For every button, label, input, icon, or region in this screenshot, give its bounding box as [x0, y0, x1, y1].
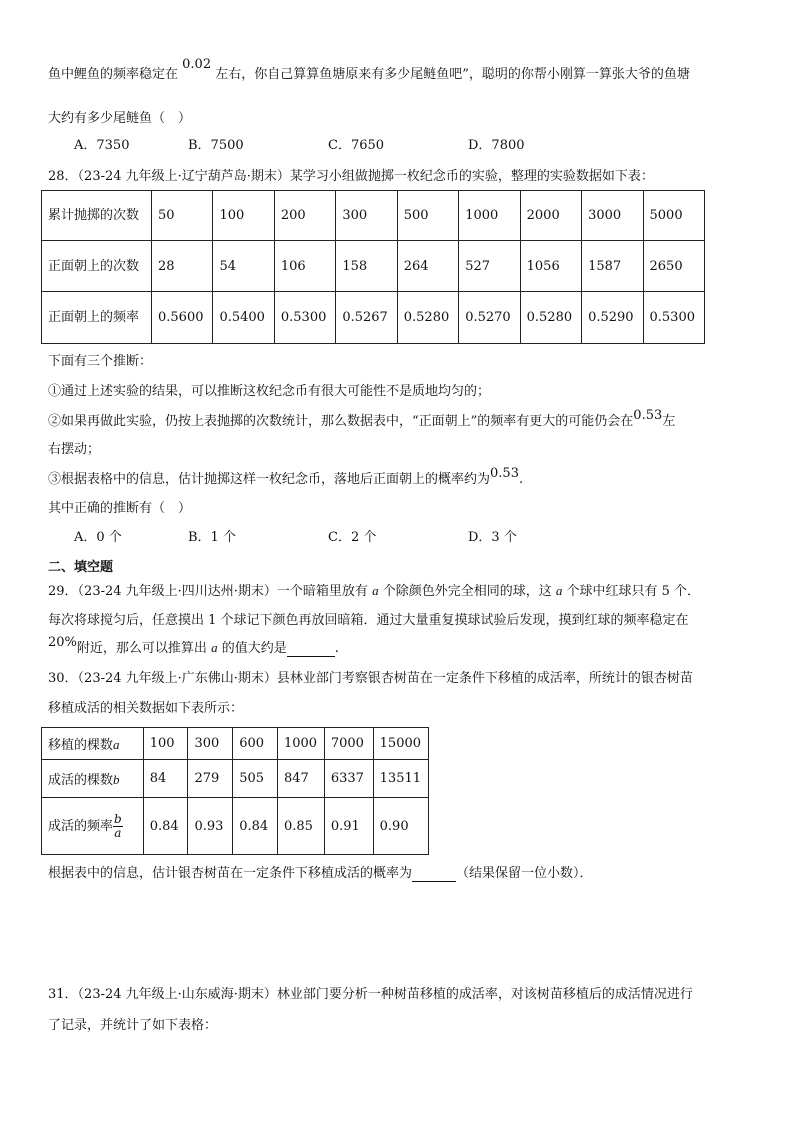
q29-suffix: 个球中红球只有 5 个． — [566, 584, 701, 599]
q28-cell: 0.5280 — [520, 292, 581, 344]
q28-cell: 0.5300 — [274, 292, 335, 344]
section-title: 二、填空题 — [48, 560, 114, 575]
q28-s3-prefix: ③根据表格中的信息，估计抛掷这样一枚纪念币，落地后正面朝上的概率约为 — [48, 472, 491, 487]
q30-stem-1: 30．（23-24 九年级上·广东佛山·期末）县林业部门考察银杏树苗在一定条件下移植的成活率，所统计的银杏树苗 — [48, 671, 693, 686]
q28-statement-3 — [48, 468, 523, 487]
q27-option-b[interactable]: B．7500 — [188, 138, 244, 153]
q28-cell: 0.5600 — [152, 292, 213, 344]
q30-cell: 505 — [233, 760, 278, 798]
q30-frac-den: a — [114, 825, 122, 840]
q30-after — [48, 862, 593, 882]
q30-stem-2: 移植成活的相关数据如下表所示： — [48, 701, 244, 716]
q30-cell: 847 — [277, 760, 324, 798]
q28-option-c[interactable]: C．2 个 — [328, 530, 377, 545]
q29-line3-mid: 附近，那么可以推算出 — [76, 641, 207, 656]
q31-line1: 31．（23-24 九年级上·山东威海·期末）林业部门要分析一种树苗移植的成活率，对该树苗移植后的成活情况进行 — [48, 987, 693, 1002]
q30-row-planted — [42, 728, 429, 760]
q28-cell: 1587 — [582, 241, 643, 292]
q30-label-text: 移植的棵数 — [48, 738, 114, 753]
q28-table — [41, 190, 705, 344]
q28-intro: 下面有三个推断： — [48, 354, 153, 369]
q29-mid: 个除颜色外完全相同的球，这 — [382, 584, 552, 599]
q27-line2: 大约有多少尾鲢鱼（ ） — [48, 111, 192, 126]
q30-row-frequency — [42, 798, 429, 855]
q28-stem: 28．（23-24 九年级上·辽宁葫芦岛·期末）某学习小组做抛掷一枚纪念币的实验，整理的实验数据如下表： — [48, 169, 654, 184]
q28-option-a[interactable]: A．0 个 — [74, 530, 122, 545]
q28-cell: 3000 — [582, 191, 643, 241]
q28-s2-value: 0.53 — [633, 408, 663, 423]
q28-statement-1: ①通过上述实验的结果，可以推断这枚纪念币有很大可能性不是质地均匀的； — [48, 384, 491, 399]
q30-var-a: a — [113, 737, 120, 752]
q28-cell: 1056 — [520, 241, 581, 292]
q29-line3-suffix: 的值大约是 — [221, 641, 287, 656]
q30-cell: 84 — [143, 760, 188, 798]
q28-cell: 2650 — [643, 241, 705, 292]
q28-cell: 28 — [152, 241, 213, 292]
q30-cell: 0.84 — [143, 798, 188, 855]
q28-s2-suffix: 左 — [662, 414, 676, 429]
q30-row-label — [42, 728, 144, 760]
q28-cell: 264 — [397, 241, 458, 292]
q28-cell: 50 — [152, 191, 213, 241]
q30-cell: 15000 — [373, 728, 428, 760]
q28-option-d[interactable]: D．3 个 — [468, 530, 517, 545]
q28-cell: 2000 — [520, 191, 581, 241]
q29-var-a: a — [555, 583, 563, 598]
q28-cell: 200 — [274, 191, 335, 241]
q28-statement-2-cont: 右摆动； — [48, 442, 101, 457]
q30-cell: 0.85 — [277, 798, 324, 855]
q30-cell: 0.93 — [188, 798, 233, 855]
q28-s2-prefix: ②如果再做此实验，仍按上表抛掷的次数统计，那么数据表中，“正面朝上”的频率有更大的可能仍会在 — [48, 414, 634, 429]
q30-cell: 13511 — [373, 760, 428, 798]
q30-cell: 300 — [188, 728, 233, 760]
q30-cell: 6337 — [324, 760, 373, 798]
q28-cell: 106 — [274, 241, 335, 292]
q27-value: 0.02 — [182, 57, 212, 72]
q29-line1 — [48, 580, 700, 599]
q28-row-throws — [42, 191, 705, 241]
q28-cell: 0.5270 — [459, 292, 520, 344]
q30-after-suffix: （结果保留一位小数）． — [456, 866, 593, 881]
q30-cell: 0.91 — [324, 798, 373, 855]
q30-table — [41, 727, 429, 855]
q29-var-a: a — [211, 640, 218, 655]
q28-option-b[interactable]: B．1 个 — [188, 530, 236, 545]
q28-cell: 0.5290 — [582, 292, 643, 344]
q29-line2: 每次将球搅匀后，任意摸出 1 个球记下颜色再放回暗箱．通过大量重复摸球试验后发现，摸到红球的频率稳定在 — [48, 613, 689, 628]
q28-cell: 5000 — [643, 191, 705, 241]
q30-cell: 600 — [233, 728, 278, 760]
q30-fraction — [113, 813, 123, 840]
q29-percent: 20% — [48, 635, 77, 650]
q28-row-label: 累计抛掷的次数 — [42, 191, 152, 241]
q27-option-d[interactable]: D．7800 — [468, 138, 525, 153]
q30-cell: 1000 — [277, 728, 324, 760]
q30-frac-num: b — [114, 811, 122, 826]
q28-cell: 527 — [459, 241, 520, 292]
q30-row-survived — [42, 760, 429, 798]
q28-cell: 500 — [397, 191, 458, 241]
q27-text-suffix: 左右，你自己算算鱼塘原来有多少尾鲢鱼吧”，聪明的你帮小刚算一算张大爷的鱼塘 — [215, 67, 690, 82]
q27-text-prefix: 鱼中鲤鱼的频率稳定在 — [48, 67, 179, 82]
q28-row-label: 正面朝上的次数 — [42, 241, 152, 292]
q28-cell: 0.5400 — [213, 292, 274, 344]
q29-prefix: 29．（23-24 九年级上·四川达州·期末）一个暗箱里放有 — [48, 584, 368, 599]
q30-label-text: 成活的频率 — [48, 818, 114, 834]
q28-cell: 300 — [336, 191, 397, 241]
q28-cell: 100 — [213, 191, 274, 241]
q30-cell: 0.84 — [233, 798, 278, 855]
q30-after-prefix: 根据表中的信息，估计银杏树苗在一定条件下移植成活的概率为 — [48, 866, 413, 881]
q30-row-label — [42, 798, 144, 855]
q30-cell: 279 — [188, 760, 233, 798]
q28-cell: 0.5267 — [336, 292, 397, 344]
q30-cell: 100 — [143, 728, 188, 760]
q27-option-a[interactable]: A．7350 — [74, 138, 130, 153]
q28-cell: 0.5300 — [643, 292, 705, 344]
q27-option-c[interactable]: C．7650 — [328, 138, 385, 153]
q28-s3-value: 0.53 — [490, 466, 519, 481]
q28-cell: 0.5280 — [397, 292, 458, 344]
q30-cell: 7000 — [324, 728, 373, 760]
q30-row-label — [42, 760, 144, 798]
q28-row-frequency — [42, 292, 705, 344]
q30-label-text: 成活的棵数 — [48, 773, 114, 788]
q29-line3 — [48, 637, 339, 657]
q29-var-a: a — [372, 583, 379, 598]
q27-line1 — [48, 57, 690, 82]
q30-cell: 0.90 — [373, 798, 428, 855]
q28-row-heads — [42, 241, 705, 292]
q29-answer-blank[interactable] — [287, 641, 335, 657]
q28-cell: 158 — [336, 241, 397, 292]
q30-answer-blank[interactable] — [412, 866, 456, 882]
q28-cell: 1000 — [459, 191, 520, 241]
q29-end: . — [334, 641, 339, 656]
q28-s3-suffix: . — [518, 472, 524, 487]
q28-question: 其中正确的推断有（ ） — [48, 501, 192, 516]
q28-cell: 54 — [213, 241, 274, 292]
q30-var-b: b — [113, 772, 120, 787]
q28-row-label: 正面朝上的频率 — [42, 292, 152, 344]
q28-statement-2 — [48, 410, 675, 429]
q31-line2: 了记录，并统计了如下表格： — [48, 1018, 218, 1033]
